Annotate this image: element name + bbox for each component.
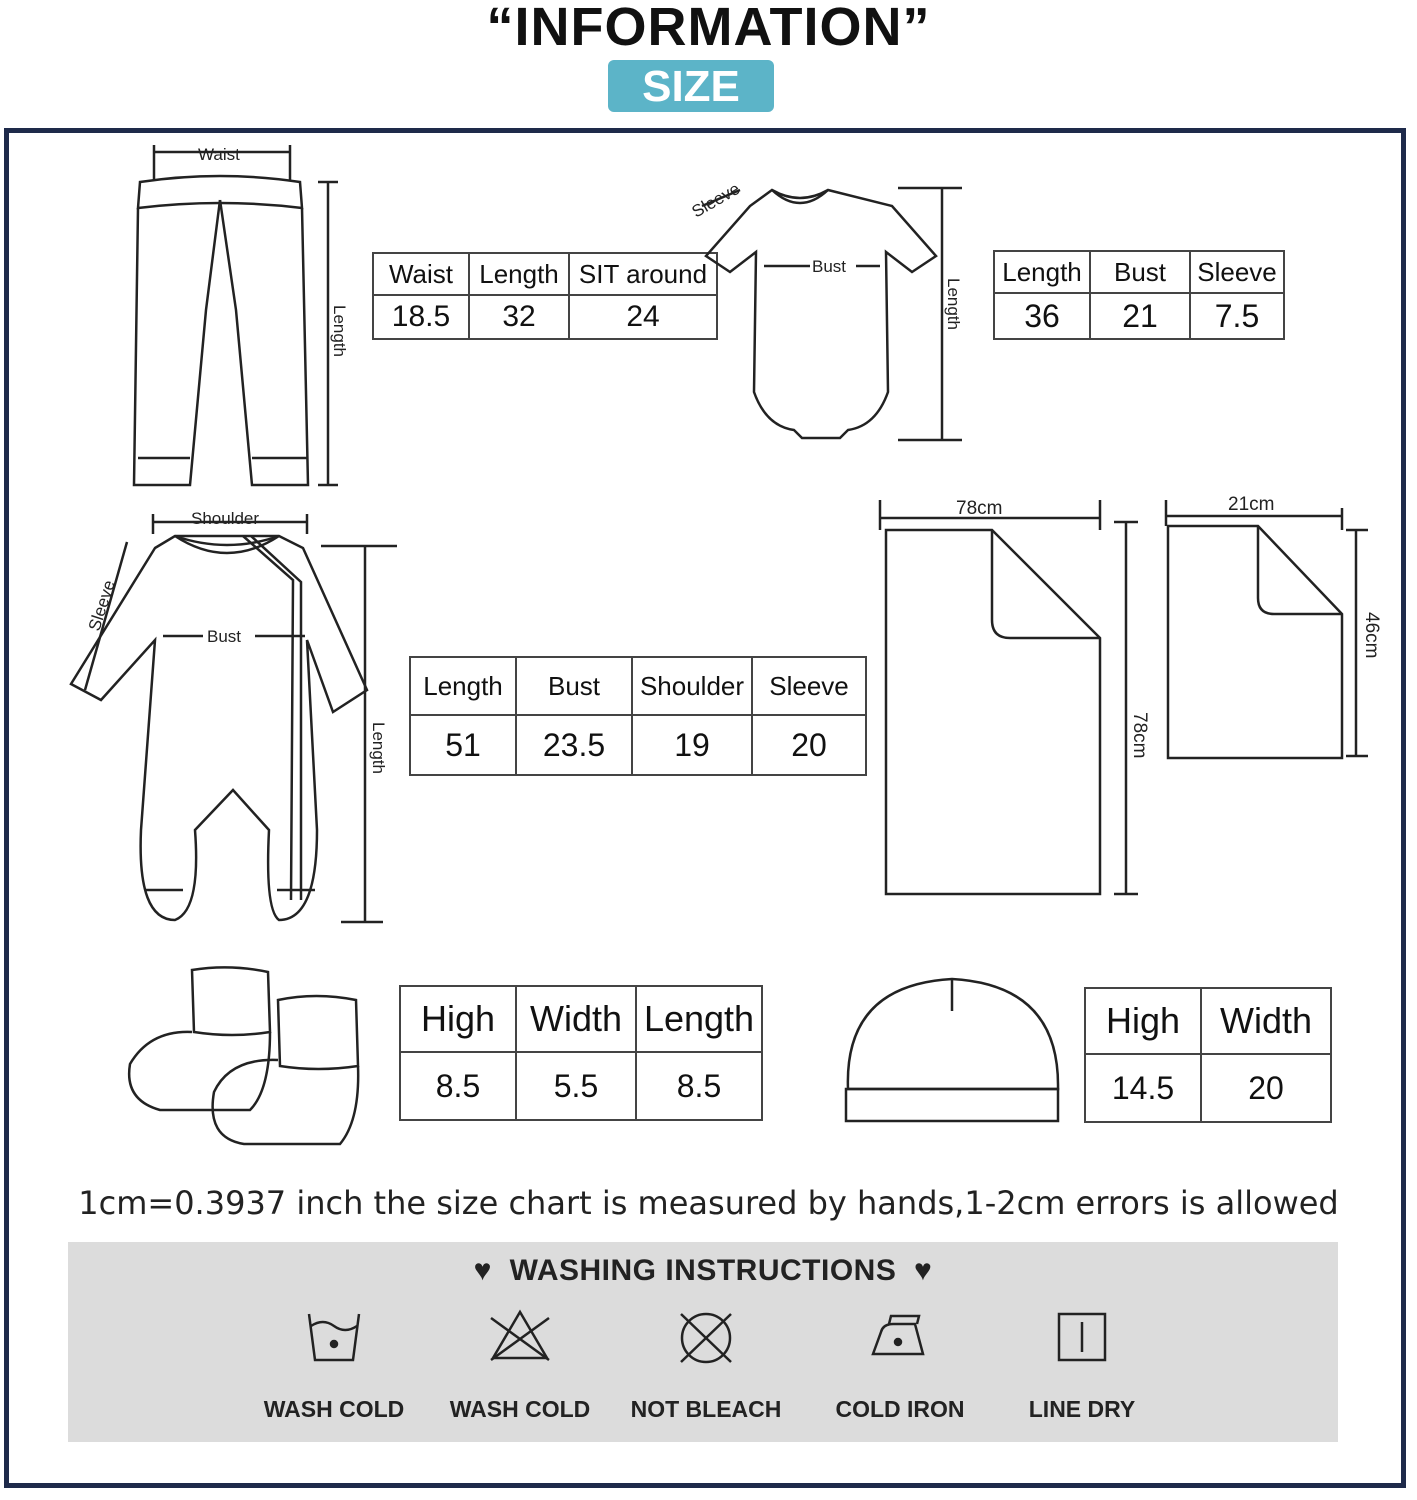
bodysuit-value-sleeve: 7.5 [1190,293,1284,339]
pants-diagram [120,140,360,490]
small-blanket-width-label: 21cm [1228,494,1275,515]
bodysuit-size-table [993,250,1285,340]
booties-size-table [399,985,763,1121]
bodysuit-header-bust: Bust [1090,251,1190,293]
romper-value-length: 51 [410,715,516,775]
bodysuit-value-length: 36 [994,293,1090,339]
booties-value-width: 5.5 [516,1052,636,1120]
pants-value-sit: 24 [569,295,717,339]
measurement-note: 1cm=0.3937 inch the size chart is measured by hands,1-2cm errors is allowed [78,1184,1339,1222]
iron-icon [865,1304,935,1368]
romper-bust-label: Bust [207,627,242,646]
bodysuit-sleeve-label: Sleeve [688,179,744,222]
romper-size-table [409,656,867,776]
washing-instructions-panel [68,1242,1338,1442]
romper-value-sleeve: 20 [752,715,866,775]
small-blanket-height-label: 46cm [1361,612,1382,659]
care-label: WASH COLD [263,1396,405,1422]
pants-header-sit: SIT around [569,253,717,295]
washing-title [68,1254,1338,1288]
booties-header-high: High [400,986,516,1052]
romper-shoulder-label: Shoulder [191,509,260,528]
romper-header-shoulder: Shoulder [632,657,752,715]
romper-value-shoulder: 19 [632,715,752,775]
booties-value-high: 8.5 [400,1052,516,1120]
romper-header-length: Length [410,657,516,715]
bodysuit-bust-label: Bust [812,257,847,276]
pants-value-length: 32 [469,295,569,339]
heart-icon: ♥ [914,1254,933,1287]
bodysuit-diagram [680,160,980,450]
hat-diagram [840,965,1070,1135]
wash-tub-icon [299,1304,369,1368]
washing-title-text: WASHING INSTRUCTIONS [509,1254,897,1287]
no-bleach-icon [671,1304,741,1368]
romper-value-bust: 23.5 [516,715,632,775]
large-blanket-diagram [870,490,1170,910]
page-title: “INFORMATION” [486,0,931,57]
large-blanket-height-label: 78cm [1129,712,1150,759]
romper-length-label: Length [369,722,388,774]
care-item-line-dry [982,1304,1182,1423]
bodysuit-length-label: Length [944,278,963,330]
care-item-not-bleach [606,1304,806,1423]
small-blanket-diagram [1160,490,1390,770]
hat-value-high: 14.5 [1085,1054,1201,1122]
pants-value-waist: 18.5 [373,295,469,339]
booties-header-width: Width [516,986,636,1052]
hat-header-high: High [1085,988,1201,1054]
hat-size-table [1084,987,1332,1123]
bodysuit-header-length: Length [994,251,1090,293]
booties-value-length: 8.5 [636,1052,762,1120]
hat-header-width: Width [1201,988,1331,1054]
bodysuit-value-bust: 21 [1090,293,1190,339]
hat-value-width: 20 [1201,1054,1331,1122]
heart-icon: ♥ [473,1254,492,1287]
line-dry-icon [1047,1304,1117,1368]
care-label: COLD IRON [835,1396,965,1422]
bodysuit-header-sleeve: Sleeve [1190,251,1284,293]
size-badge: SIZE [608,60,774,112]
booties-diagram [120,960,370,1160]
romper-header-sleeve: Sleeve [752,657,866,715]
pants-size-table [372,252,718,340]
care-item-wash-cold-2 [420,1304,620,1423]
pants-length-label: Length [330,305,349,357]
care-item-wash-cold [234,1304,434,1423]
romper-header-bust: Bust [516,657,632,715]
care-label: LINE DRY [1028,1396,1136,1422]
romper-diagram [55,500,405,930]
care-label: WASH COLD [449,1396,591,1422]
booties-header-length: Length [636,986,762,1052]
pants-header-waist: Waist [373,253,469,295]
pants-header-length: Length [469,253,569,295]
romper-sleeve-label: Sleeve [84,577,119,634]
care-label: NOT BLEACH [630,1396,782,1422]
large-blanket-width-label: 78cm [956,498,1003,519]
no-tumble-icon [485,1304,555,1368]
care-item-cold-iron [800,1304,1000,1423]
pants-waist-label: Waist [198,145,240,164]
